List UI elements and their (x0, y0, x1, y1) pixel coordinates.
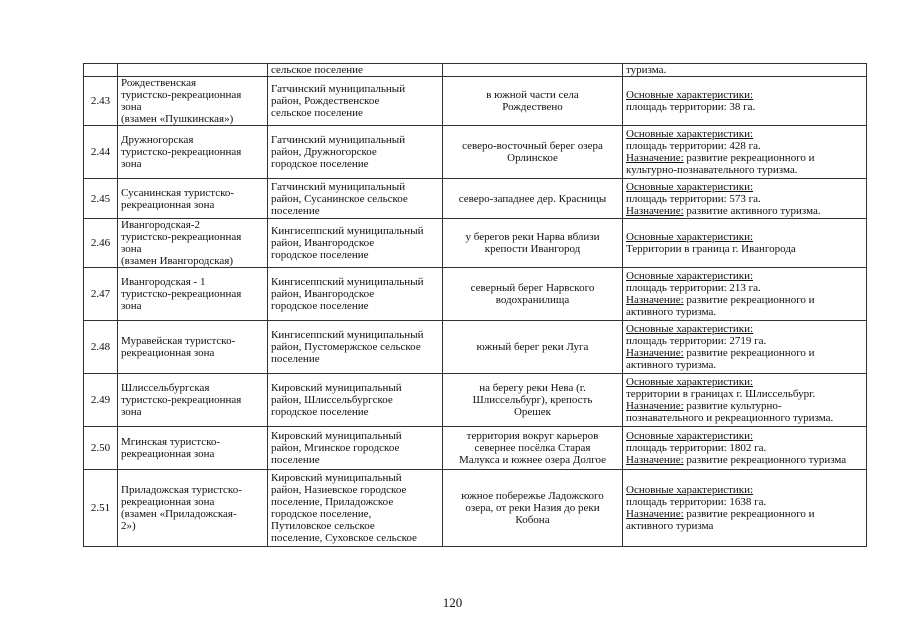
cell-line: Территории в граница г. Ивангорода (626, 243, 796, 255)
table-row (84, 427, 867, 470)
cell-line: сельское поселение (271, 107, 363, 119)
cell-municipality (268, 126, 443, 179)
cell-zone (118, 179, 268, 219)
cell-location (443, 374, 623, 427)
cell-line: городское поселение (271, 249, 369, 261)
cell-line: Гатчинский муниципальный (271, 134, 406, 146)
cell-line: Кобона (515, 514, 550, 526)
cell-line: поселение (271, 353, 320, 365)
characteristics-label: Основные характеристики: (626, 89, 754, 101)
purpose-label: Назначение: (626, 347, 684, 359)
cell-location (443, 219, 623, 268)
table-row (84, 321, 867, 374)
purpose-line (626, 152, 863, 164)
cell-line: зона (121, 300, 142, 312)
cell-line: зона (121, 158, 142, 170)
cell-zone (118, 374, 268, 427)
cell-zone (118, 321, 268, 374)
cell-location (443, 179, 623, 219)
cell-line: Кингисеппский муниципальный (271, 329, 424, 341)
cell-line: Рождествено (502, 101, 563, 113)
cell-description (623, 126, 867, 179)
purpose-line (626, 454, 863, 466)
cell-location (443, 427, 623, 470)
cell-location (443, 126, 623, 179)
characteristics-label: Основные характеристики: (626, 323, 754, 335)
purpose-label: Назначение: (626, 294, 684, 306)
cell-line: Кировский муниципальный (271, 430, 402, 442)
purpose-text: развитие рекреационного и (683, 508, 815, 520)
cell-line: район, Ивангородское (271, 237, 375, 249)
cell-description (623, 321, 867, 374)
cell-municipality (268, 77, 443, 126)
purpose-label: Назначение: (626, 204, 684, 217)
cell-location (443, 268, 623, 321)
cell-line: озера, от реки Назия до реки (465, 502, 600, 514)
cell-municipality: сельское поселение (268, 64, 443, 77)
cell-location (443, 470, 623, 547)
cell-line: Приладожская туристско- (121, 484, 242, 496)
cell-description (623, 268, 867, 321)
cell-line: Кингисеппский муниципальный (271, 276, 424, 288)
zones-table (83, 63, 867, 547)
cell-num: 2.51 (84, 470, 118, 547)
cell-municipality (268, 321, 443, 374)
cell-line: Путиловское сельское (271, 520, 375, 532)
cell-line: Орешек (513, 406, 552, 418)
purpose-label: Назначение: (626, 152, 684, 164)
cell-line: рекреационная зона (121, 198, 215, 211)
characteristics-label: Основные характеристики: (626, 128, 754, 140)
table-row-continuation (84, 64, 867, 77)
cell-municipality (268, 427, 443, 470)
cell-line: у берегов реки Нарва вблизи (465, 231, 600, 243)
cell-num: 2.49 (84, 374, 118, 427)
cell-location (443, 64, 623, 77)
cell-line: Рождественская (121, 77, 197, 89)
cell-line: севернее посёлка Старая (474, 442, 591, 454)
cell-description (623, 470, 867, 547)
characteristics-label: Основные характеристики: (626, 376, 754, 388)
purpose-text: активного туризма. (626, 359, 717, 371)
cell-municipality (268, 268, 443, 321)
cell-line: водохранилища (495, 294, 570, 306)
table-row (84, 219, 867, 268)
cell-municipality (268, 179, 443, 219)
cell-description (623, 219, 867, 268)
purpose-text: развитие активного туризма. (683, 204, 821, 217)
purpose-text: познавательного и рекреационного туризма. (626, 412, 834, 424)
cell-num: 2.44 (84, 126, 118, 179)
cell-num: 2.47 (84, 268, 118, 321)
purpose-text: активного туризма. (626, 306, 717, 318)
cell-line: площадь территории: 573 га. (626, 192, 761, 205)
cell-line: Дружногорская (121, 134, 194, 146)
purpose-text: развитие рекреационного и (683, 347, 815, 359)
cell-line: туристско-рекреационная (121, 231, 242, 243)
purpose-line (626, 294, 863, 306)
cell-line: на берегу реки Нева (г. (479, 382, 586, 394)
cell-num: 2.46 (84, 219, 118, 268)
purpose-label: Назначение: (626, 400, 684, 412)
characteristics-label: Основные характеристики: (626, 231, 754, 243)
characteristics-label: Основные характеристики: (626, 430, 754, 442)
cell-line: туристско-рекреационная (121, 288, 242, 300)
cell-line: поселение (271, 454, 320, 466)
cell-line: южный берег реки Луга (476, 341, 589, 353)
table-row (84, 268, 867, 321)
cell-description (623, 179, 867, 219)
cell-line: Ивангородская - 1 (121, 276, 206, 288)
cell-line: Малукса и южнее озера Долгое (458, 454, 606, 466)
cell-line: северо-восточный берег озера (462, 140, 603, 152)
cell-line: зона (121, 101, 142, 113)
cell-line: (взамен Ивангородская) (121, 255, 234, 267)
cell-line: рекреационная зона (121, 448, 215, 460)
table-row (84, 374, 867, 427)
cell-line: в южной части села (486, 89, 579, 101)
cell-line: Гатчинский муниципальный (271, 83, 406, 95)
purpose-text: развитие рекреационного и (683, 294, 815, 306)
cell-line: район, Назиевское городское (271, 484, 407, 496)
cell-line: Муравейская туристско- (121, 335, 236, 347)
cell-line: Кировский муниципальный (271, 382, 402, 394)
cell-line: туристско-рекреационная (121, 394, 242, 406)
cell-line: рекреационная зона (121, 347, 215, 359)
cell-zone (118, 427, 268, 470)
cell-description (623, 427, 867, 470)
purpose-text: развитие рекреационного и (683, 152, 815, 164)
cell-line: туристско-рекреационная (121, 89, 242, 101)
characteristics-label: Основные характеристики: (626, 484, 754, 496)
cell-line: (взамен «Приладожская- (121, 508, 237, 520)
cell-line: площадь территории: 1802 га. (626, 442, 767, 454)
purpose-text: развитие культурно- (683, 400, 782, 412)
purpose-line (626, 508, 863, 520)
cell-line: туристско-рекреационная (121, 146, 242, 158)
cell-line: район, Сусанинское сельское (271, 192, 408, 205)
cell-line: городское поселение (271, 158, 369, 170)
cell-description (623, 374, 867, 427)
cell-line: южное побережье Ладожского (461, 490, 604, 502)
cell-zone (118, 268, 268, 321)
characteristics-label: Основные характеристики: (626, 270, 754, 282)
cell-line: городское поселение, (271, 508, 372, 520)
cell-line: городское поселение (271, 300, 369, 312)
purpose-line (626, 347, 863, 359)
cell-line: район, Мгинское городское (271, 442, 400, 454)
cell-line: Мгинская туристско- (121, 436, 221, 448)
cell-line: Гатчинский муниципальный (271, 180, 406, 193)
cell-line: 2») (121, 520, 136, 532)
cell-line: Сусанинская туристско- (121, 186, 235, 199)
cell-num: 2.45 (84, 179, 118, 219)
cell-zone (118, 219, 268, 268)
cell-municipality (268, 470, 443, 547)
cell-municipality (268, 219, 443, 268)
cell-line: район, Ивангородское (271, 288, 375, 300)
cell-zone (118, 470, 268, 547)
table-row (84, 179, 867, 219)
cell-municipality (268, 374, 443, 427)
cell-line: площадь территории: 2719 га. (626, 335, 767, 347)
cell-description (623, 77, 867, 126)
cell-line: район, Дружногорское (271, 146, 377, 158)
purpose-line (626, 205, 863, 217)
cell-line: площадь территории: 1638 га. (626, 496, 767, 508)
purpose-label: Назначение: (626, 454, 684, 466)
purpose-text: развитие рекреационного туризма (683, 454, 847, 466)
cell-line: поселение, Суховское сельское (271, 532, 417, 544)
page-number: 120 (442, 595, 463, 610)
purpose-text: культурно-познавательного туризма. (626, 164, 798, 176)
purpose-label: Назначение: (626, 508, 684, 520)
cell-line: поселение, Приладожское (271, 496, 394, 508)
purpose-line (626, 400, 863, 412)
cell-line: район, Пустомержское сельское (271, 341, 421, 353)
cell-line: Шлиссельбург), крепость (472, 394, 593, 406)
cell-line: Кировский муниципальный (271, 472, 402, 484)
cell-line: зона (121, 243, 142, 255)
cell-line: территории в границах г. Шлиссельбург. (626, 388, 816, 400)
cell-line: Шлиссельбургская (121, 382, 210, 394)
table-row (84, 77, 867, 126)
cell-line: Ивангородская-2 (121, 219, 200, 231)
cell-description: туризма. (623, 64, 867, 77)
characteristics-label: Основные характеристики: (626, 180, 754, 193)
cell-line: площадь территории: 213 га. (626, 282, 761, 294)
purpose-text: активного туризма (626, 520, 714, 532)
cell-line: Кингисеппский муниципальный (271, 225, 424, 237)
cell-line: поселение (271, 204, 320, 217)
cell-zone (118, 126, 268, 179)
cell-line: территория вокруг карьеров (466, 430, 599, 442)
cell-line: площадь территории: 38 га. (626, 101, 756, 113)
cell-zone (118, 64, 268, 77)
cell-line: зона (121, 406, 142, 418)
cell-line: северо-западнее дер. Красницы (458, 192, 607, 205)
cell-line: северный берег Нарвского (470, 282, 595, 294)
table-row (84, 126, 867, 179)
cell-zone (118, 77, 268, 126)
cell-line: Орлинское (507, 152, 558, 164)
cell-line: крепости Ивангород (484, 243, 581, 255)
cell-num: 2.43 (84, 77, 118, 126)
cell-line: рекреационная зона (121, 496, 215, 508)
cell-num (84, 64, 118, 77)
cell-location (443, 321, 623, 374)
cell-line: (взамен «Пушкинская») (121, 113, 234, 125)
cell-line: городское поселение (271, 406, 369, 418)
cell-location (443, 77, 623, 126)
cell-line: район, Шлиссельбургское (271, 394, 393, 406)
cell-line: площадь территории: 428 га. (626, 140, 761, 152)
cell-line: район, Рождественское (271, 95, 380, 107)
table-row (84, 470, 867, 547)
cell-num: 2.50 (84, 427, 118, 470)
cell-num: 2.48 (84, 321, 118, 374)
